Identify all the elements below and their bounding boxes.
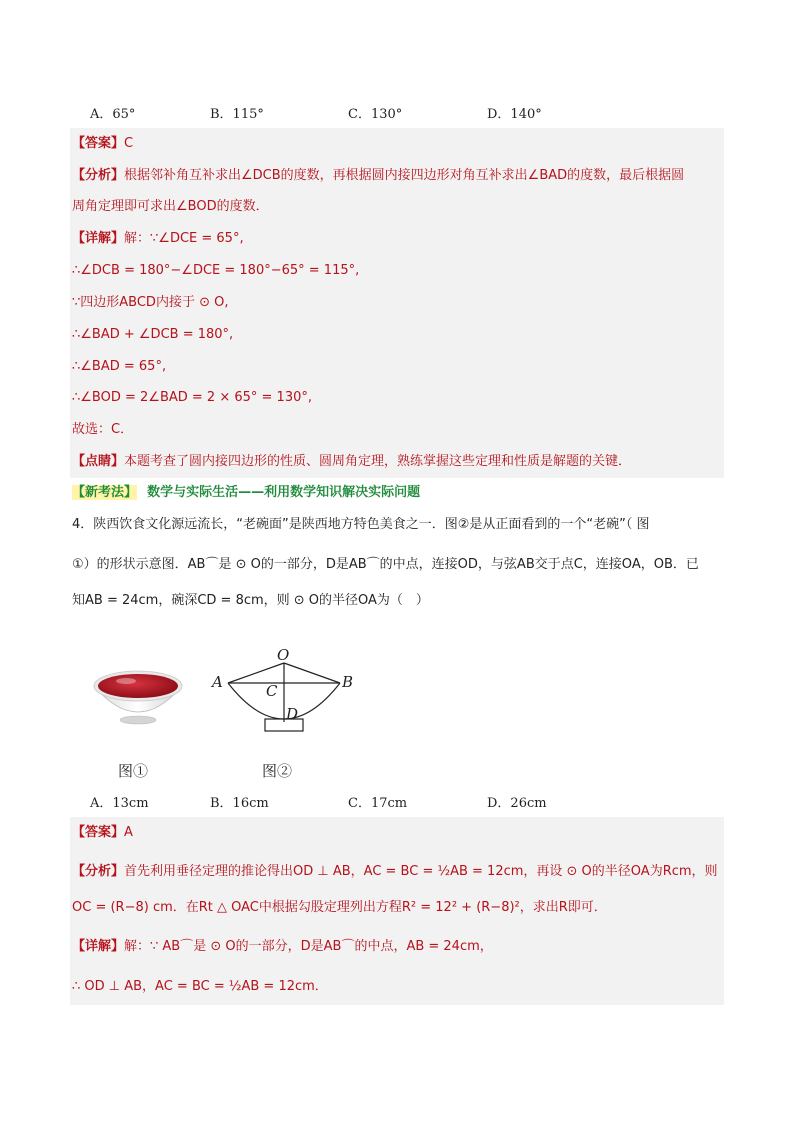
q4-option-c: C．17cm [348, 796, 408, 811]
q3-detail-line-6: ∴∠BOD = 2∠BAD = 2 × 65° = 130°, [72, 390, 312, 405]
label-c: C [266, 682, 278, 700]
q3-analysis-line-1 [72, 166, 684, 186]
q3-option-a: A．65° [90, 107, 136, 122]
q3-analysis-line-2: 周角定理即可求出∠BOD的度数． [72, 199, 269, 214]
q4-analysis-line-2: OC = (R−8) cm．在Rt △ OAC中根据勾股定理列出方程R² = 12² + (R−8)²，求出R即可． [72, 900, 607, 915]
q4-analysis-line-1 [72, 862, 718, 882]
q3-option-b: B．115° [210, 107, 264, 122]
q4-option-b: B．16cm [210, 796, 269, 811]
comment-text: 本题考查了圆内接四边形的性质、圆周角定理，熟练掌握这些定理和性质是解题的关键． [124, 454, 632, 469]
section-header [72, 483, 420, 503]
label-a: A [212, 673, 223, 691]
bowl-image [88, 660, 188, 730]
figure-2-caption: 图② [262, 762, 293, 780]
q4-stem-line-3: 知AB = 24cm，碗深CD = 8cm，则 ⊙ O的半径OA为（ ） [72, 593, 429, 608]
detail-text: 解：∵∠DCE = 65°, [124, 231, 244, 246]
q4-stem-line-1: 4．陕西饮食文化源远流长，“老碗面”是陕西地方特色美食之一．图②是从正面看到的一个“老碗”（ 图 [72, 517, 650, 532]
q3-detail-line-5: ∴∠BAD = 65°, [72, 359, 167, 374]
answer-value: C [124, 136, 134, 151]
answer-tag: 【答案】 [72, 136, 125, 151]
detail-tag: 【详解】 [72, 231, 125, 246]
q3-option-c: C．130° [348, 107, 403, 122]
q3-answer-line [72, 134, 133, 154]
label-o: O [277, 646, 290, 664]
section-tag: 【新考法】 [72, 485, 138, 500]
q4-stem-line-2: ①）的形状示意图．AB⌒是 ⊙ O的一部分，D是AB⌒的中点，连接OD，与弦AB交于点C，连接OA，OB．已 [72, 557, 699, 572]
comment-tag: 【点睛】 [72, 454, 125, 469]
label-b: B [342, 673, 354, 691]
q4-detail-line-2: ∴ OD ⊥ AB，AC = BC = ½AB = 12cm． [72, 979, 328, 994]
detail-text: 解：∵ AB⌒是 ⊙ O的一部分，D是AB⌒的中点，AB = 24cm， [124, 939, 493, 954]
q3-comment-line [72, 452, 631, 472]
detail-tag: 【详解】 [72, 939, 125, 954]
q4-option-a: A．13cm [90, 796, 149, 811]
q3-detail-line-4: ∴∠BAD + ∠DCB = 180°, [72, 327, 234, 342]
analysis-tag: 【分析】 [72, 864, 125, 879]
analysis-tag: 【分析】 [72, 168, 125, 183]
answer-value: A [124, 825, 133, 840]
q3-option-d: D．140° [487, 107, 542, 122]
analysis-text: 根据邻补角互补求出∠DCB的度数，再根据圆内接四边形对角互补求出∠BAD的度数，最后根据圆 [124, 168, 685, 183]
q3-detail-line-1 [72, 229, 244, 249]
label-d: D [286, 705, 299, 723]
q3-detail-line-3: ∵四边形ABCD内接于 ⊙ O, [72, 295, 229, 310]
q3-detail-line-7: 故选：C． [72, 422, 134, 437]
q4-detail-line-1 [72, 937, 493, 957]
q3-detail-line-2: ∴∠DCB = 180°−∠DCE = 180°−65° = 115°, [72, 263, 360, 278]
q4-answer-line [72, 823, 133, 843]
answer-tag: 【答案】 [72, 825, 125, 840]
section-title: 数学与实际生活——利用数学知识解决实际问题 [147, 485, 421, 500]
figure-1-caption: 图① [118, 762, 149, 780]
analysis-text: 首先利用垂径定理的推论得出OD ⊥ AB，AC = BC = ½AB = 12cm，再设 ⊙ O的半径OA为Rcm，则 [124, 864, 718, 879]
q4-option-d: D．26cm [487, 796, 547, 811]
